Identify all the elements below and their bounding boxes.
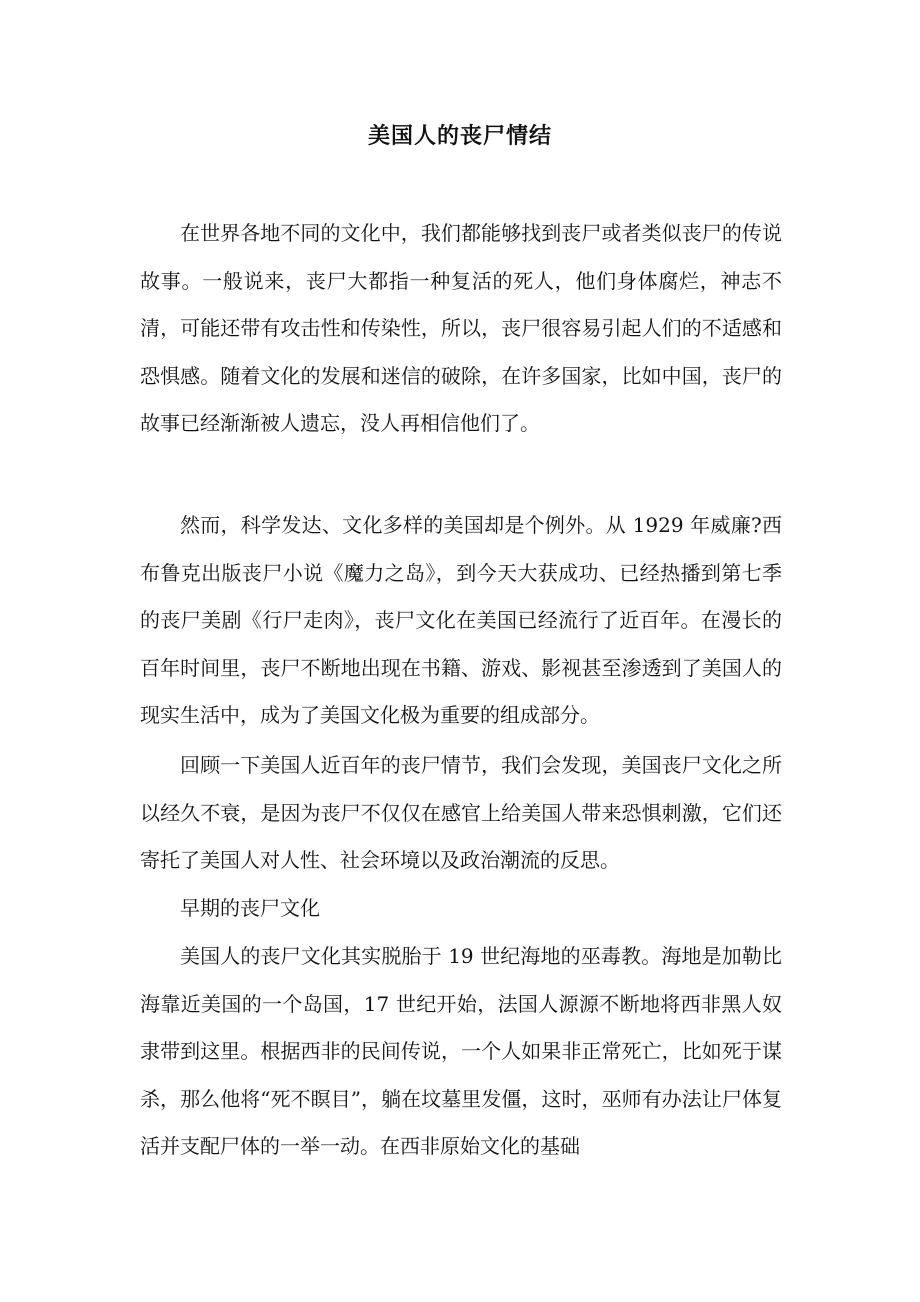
- paragraph-text: 在世界各地不同的文化中，我们都能够找到丧尸或者类似丧尸的传说故事。一般说来，丧尸大都指一种复活的死人，他们身体腐烂，神志不清，可能还带有攻击性和传染性，所以，丧尸很容易引起人们的不适感和恐惧感。随着文化的发展和迷信的破除，在许多国家，比如中国，丧尸的故事已经渐渐被人遗忘，没人再相信他们了。: [140, 221, 782, 435]
- paragraph-intro: [140, 210, 782, 448]
- paragraph-text: 回顾一下美国人近百年的丧尸情节，我们会发现，美国丧尸文化之所以经久不衰，是因为丧尸不仅仅在感官上给美国人带来恐惧刺激，它们还寄托了美国人对人性、社会环境以及政治潮流的反思。: [140, 753, 782, 872]
- paragraph-text: 美国人的丧尸文化其实脱胎于 19 世纪海地的巫毒教。海地是加勒比海靠近美国的一个岛国，17 世纪开始，法国人源源不断地将西非黑人奴隶带到这里。根据西非的民间传说，一个人如果非正常死亡，比如死于谋杀，那么他将“死不瞑目”，躺在坟墓里发僵，这时，巫师有办法让尸体复活并支配尸体的一举一动。在西非原始文化的基础: [140, 944, 782, 1158]
- paragraph-america-exception: [140, 502, 782, 740]
- section-heading-text: 早期的丧尸文化: [180, 896, 320, 920]
- paragraph-origin: [140, 933, 782, 1171]
- paragraph-text: 然而，科学发达、文化多样的美国却是个例外。从 1929 年威廉?西布鲁克出版丧尸小说《魔力之岛》，到今天大获成功、已经热播到第七季的丧尸美剧《行尸走肉》，丧尸文化在美国已经流行了近百年。在漫长的百年时间里，丧尸不断地出现在书籍、游戏、影视甚至渗透到了美国人的现实生活中，成为了美国文化极为重要的组成部分。: [140, 513, 782, 727]
- page-title: 美国人的丧尸情结: [367, 123, 552, 149]
- paragraph-review: [140, 742, 782, 885]
- section-heading: [140, 885, 782, 933]
